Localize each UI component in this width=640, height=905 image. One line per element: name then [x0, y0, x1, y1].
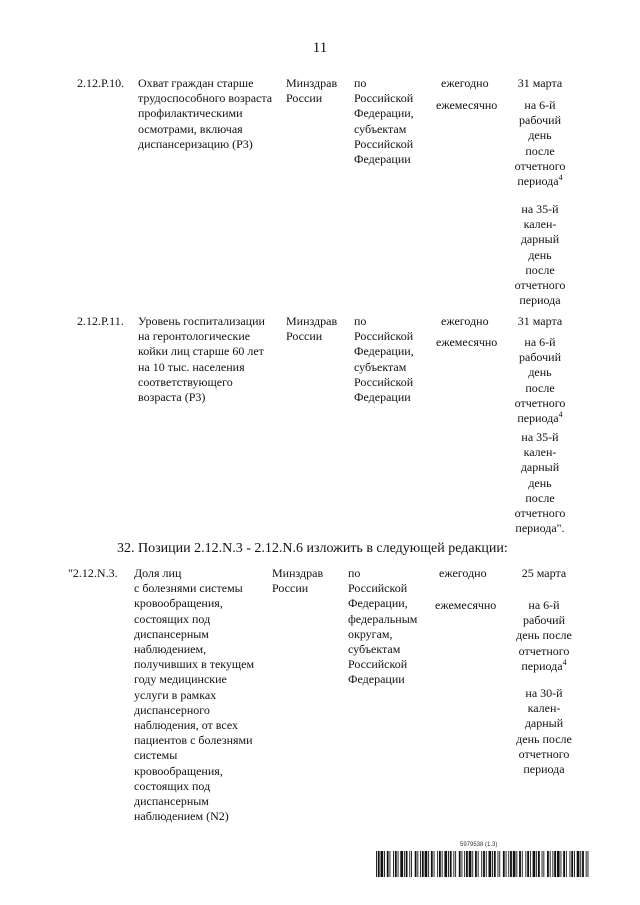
responsible-org: Минздрав России: [272, 566, 324, 596]
detail-level: по Российской Федерации, федеральным округам, субъектам Российской Федерации: [348, 566, 418, 687]
row-code: 2.12.Р.10.: [77, 76, 125, 90]
row-code: "2.12.N.3.: [68, 566, 118, 580]
deadline-monthly: на 6-й рабочий день после отчетного периода$^4$: [516, 598, 572, 673]
deadline-monthly-alt: на 30-й кален- дарный день после отчетного периода: [516, 686, 572, 777]
frequency-monthly: ежемесячно: [436, 335, 498, 349]
deadline-annual: 25 марта: [521, 566, 567, 580]
frequency-annual: ежегодно: [439, 566, 487, 580]
deadline-annual: 31 марта: [517, 314, 563, 328]
row-code: 2.12.Р.11.: [77, 314, 124, 328]
indicator-name: Охват граждан старше трудоспособного возраста профилактическими осмотрами, включая диспансеризацию (Р3): [138, 76, 273, 151]
indicator-name: Доля лиц с болезнями системы кровообращения, состоящих под диспансерным наблюдением, получивших в текущем году медицинские услуги в рамках диспансерного наблюдения, от всех пациентов с болезнями системы кровообращения, состоящих под диспансерным наблюдением (N2): [134, 566, 255, 824]
page-number: 11: [312, 40, 328, 56]
responsible-org: Минздрав России: [286, 76, 338, 106]
indicator-name: Уровень госпитализации на геронтологические койки лиц старше 60 лет на 10 тыс. населения соответствующего возраста (Р3): [138, 314, 265, 405]
footnote-mark: 4: [558, 173, 563, 183]
responsible-org: Минздрав России: [286, 314, 338, 344]
deadline-monthly-alt: на 35-й кален- дарный день после отчетного периода: [514, 202, 566, 308]
frequency-monthly: ежемесячно: [436, 98, 498, 112]
deadline-monthly: на 6-й рабочий день после отчетного периода$^4$: [514, 335, 566, 426]
footnote-mark: 4: [558, 410, 563, 420]
frequency-monthly: ежемесячно: [435, 598, 497, 612]
barcode-image: [376, 851, 589, 877]
barcode-number: 5979538 (1.3): [460, 842, 498, 848]
deadline-annual: 31 марта: [517, 76, 563, 90]
frequency-annual: ежегодно: [441, 314, 489, 328]
section-heading: 32. Позиции 2.12.N.3 - 2.12.N.6 изложить в следующей редакции:: [117, 541, 508, 556]
deadline-monthly-alt: на 35-й кален- дарный день после отчетного периода".: [514, 430, 566, 536]
detail-level: по Российской Федерации, субъектам Российской Федерации: [354, 76, 414, 167]
frequency-annual: ежегодно: [441, 76, 489, 90]
footnote-mark: 4: [562, 657, 567, 667]
deadline-monthly: на 6-й рабочий день после отчетного периода$^4$: [514, 98, 566, 189]
detail-level: по Российской Федерации, субъектам Российской Федерации: [354, 314, 414, 405]
